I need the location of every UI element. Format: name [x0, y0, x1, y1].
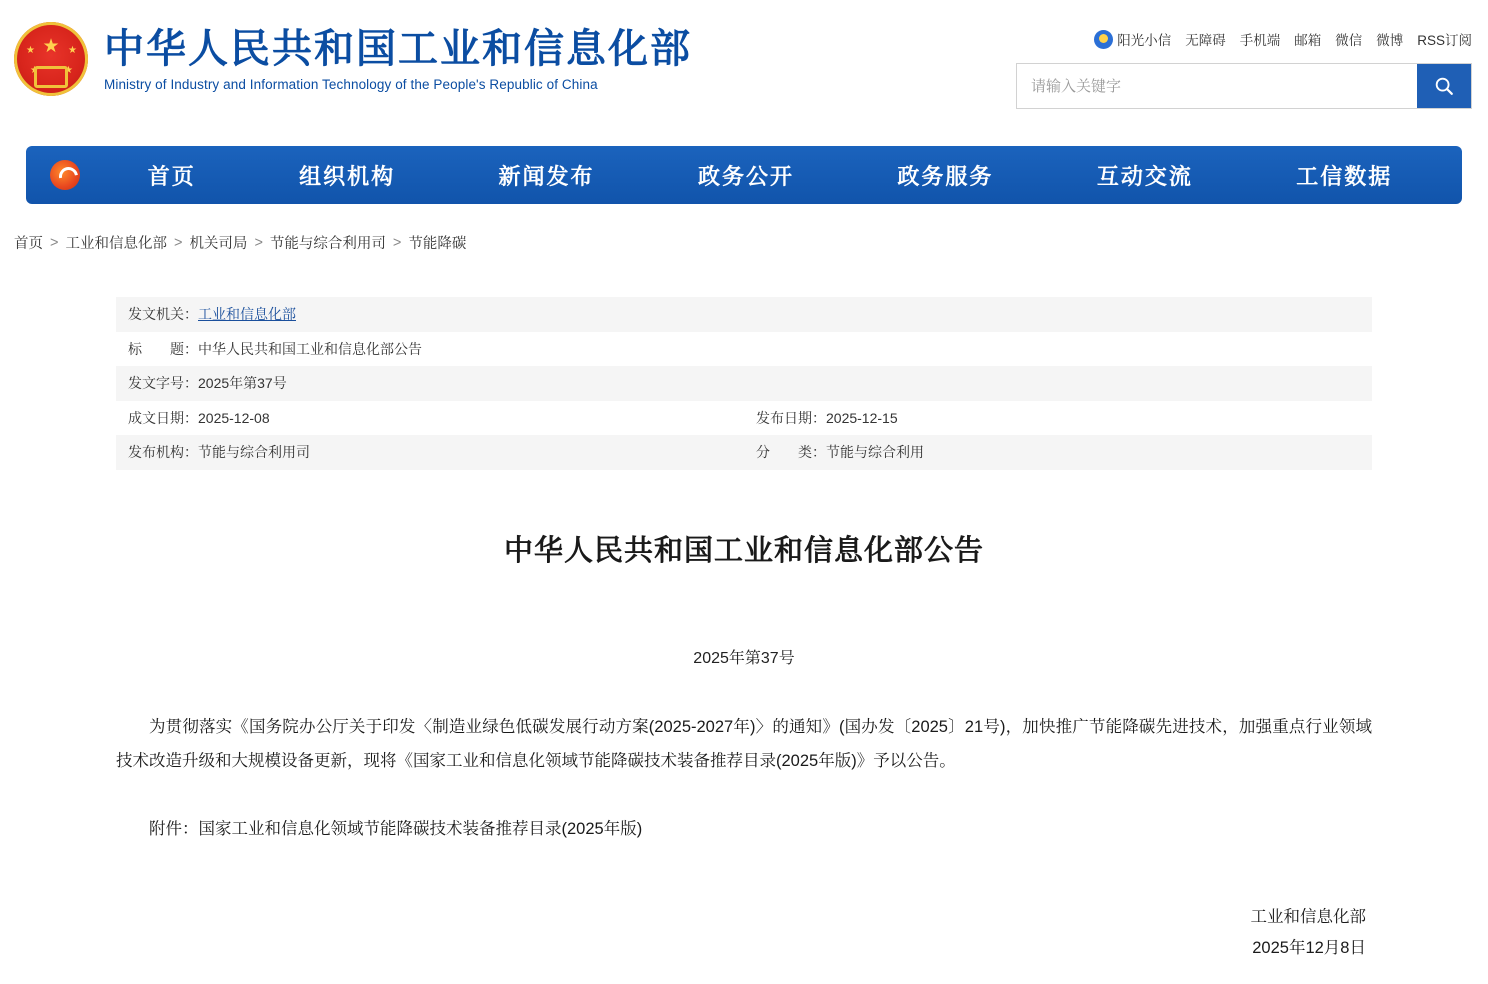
nav-item-government-affairs[interactable]: 政务公开	[697, 164, 794, 190]
national-emblem-icon	[14, 22, 88, 96]
nav-item-organization[interactable]: 组织机构	[299, 164, 396, 190]
emblem-gear-icon	[34, 66, 68, 88]
meta-label-written-date: 成文日期：	[128, 409, 198, 426]
quicklink-sunshine[interactable]	[1094, 29, 1171, 49]
signature-date: 2025年12月8日	[1252, 939, 1366, 958]
quicklink-mail[interactable]: 邮箱	[1294, 33, 1322, 48]
main-nav	[26, 146, 1462, 204]
meta-label-publish-date: 发布日期：	[756, 409, 826, 426]
org-name-cn: 中华人民共和国工业和信息化部	[104, 26, 692, 72]
nav-item-government-services[interactable]: 政务服务	[897, 164, 994, 190]
meta-row-dates	[116, 401, 1372, 436]
breadcrumb	[0, 204, 1488, 253]
brand-text	[104, 26, 692, 92]
meta-label-issuing-agency: 发文机关：	[128, 306, 198, 323]
meta-label-document-number: 发文字号：	[128, 375, 198, 392]
meta-value-document-number: 2025年第37号	[198, 375, 287, 392]
quicklink-wechat[interactable]: 微信	[1335, 33, 1363, 48]
breadcrumb-separator-4: >	[392, 234, 402, 251]
meta-value-issuing-agency[interactable]: 工业和信息化部	[198, 306, 296, 323]
document-signature	[116, 902, 1372, 965]
document-attachment[interactable]: 附件：国家工业和信息化领域节能降碳技术装备推荐目录(2025年版)	[149, 819, 643, 838]
document-title: 中华人民共和国工业和信息化部公告	[503, 532, 984, 567]
meta-value-category: 节能与综合利用	[826, 444, 924, 461]
meta-value-written-date: 2025-12-08	[198, 409, 270, 426]
meta-row-org-category	[116, 435, 1372, 470]
breadcrumb-item-energy-department[interactable]: 节能与综合利用司	[269, 236, 386, 252]
emblem-star-3: ★	[30, 65, 39, 76]
meta-value-publishing-org: 节能与综合利用司	[198, 444, 310, 461]
nav-items	[96, 160, 1462, 191]
breadcrumb-separator-3: >	[254, 234, 263, 251]
breadcrumb-item-current: 节能降碳	[408, 236, 467, 252]
breadcrumb-separator-1: >	[50, 234, 59, 251]
emblem-star-2: ★	[68, 45, 77, 56]
nav-item-home[interactable]: 首页	[147, 164, 196, 190]
search-button[interactable]	[1417, 64, 1471, 108]
quicklink-accessibility[interactable]: 无障碍	[1185, 33, 1226, 48]
breadcrumb-separator-2: >	[173, 234, 183, 251]
miit-swirl-logo-icon	[50, 160, 80, 190]
search-bar	[1016, 63, 1472, 109]
meta-label-title: 标 题：	[128, 340, 198, 357]
meta-value-publish-date: 2025-12-15	[826, 409, 898, 426]
search-input[interactable]	[1017, 64, 1417, 108]
site-brand[interactable]	[14, 22, 692, 96]
site-header	[0, 0, 1488, 146]
nav-logo[interactable]	[34, 160, 96, 190]
document-paragraph: 为贯彻落实《国务院办公厅关于印发〈制造业绿色低碳发展行动方案(2025-2027年)〉的通知》(国办发〔2025〕21号)，加快推广节能降碳先进技术，加强重点行业领域技术改造升级和大规模设备更新，现将《国家工业和信息化领域节能降碳技术装备推荐目录(2025年版)》予以公告。	[116, 717, 1372, 771]
document-meta-table	[116, 297, 1372, 470]
meta-label-publishing-org: 发布机构：	[128, 444, 198, 461]
meta-row-document-number	[116, 366, 1372, 401]
nav-item-interaction[interactable]: 互动交流	[1096, 164, 1193, 190]
emblem-star-1: ★	[26, 45, 35, 56]
breadcrumb-item-home[interactable]: 首页	[14, 236, 43, 252]
breadcrumb-item-departments[interactable]: 机关司局	[189, 236, 248, 252]
quicklinks	[1016, 28, 1472, 50]
search-icon	[1433, 75, 1455, 97]
quicklink-weibo[interactable]: 微博	[1376, 33, 1404, 48]
nav-item-news[interactable]: 新闻发布	[498, 164, 595, 190]
quicklink-rss[interactable]: RSS订阅	[1417, 33, 1472, 48]
quicklink-label-0: 阳光小信	[1117, 33, 1172, 48]
emblem-star-4: ★	[64, 65, 73, 76]
meta-row-title	[116, 332, 1372, 367]
quicklink-mobile[interactable]: 手机端	[1239, 33, 1281, 48]
nav-item-data[interactable]: 工信数据	[1296, 164, 1393, 190]
document-number: 2025年第37号	[693, 649, 795, 667]
document-body	[116, 710, 1372, 779]
signature-org: 工业和信息化部	[1250, 907, 1366, 926]
main-nav-wrap	[0, 146, 1488, 204]
sunshine-badge-icon	[1094, 30, 1113, 49]
meta-value-title: 中华人民共和国工业和信息化部公告	[198, 340, 422, 357]
meta-label-category: 分 类：	[756, 444, 826, 461]
header-right	[1016, 28, 1472, 109]
emblem-star-main: ★	[42, 36, 60, 57]
document-container	[116, 297, 1372, 964]
breadcrumb-item-ministry[interactable]: 工业和信息化部	[65, 236, 167, 252]
meta-row-issuing-agency	[116, 297, 1372, 332]
org-name-en: Ministry of Industry and Information Technology of the People's Republic of China	[104, 77, 598, 92]
